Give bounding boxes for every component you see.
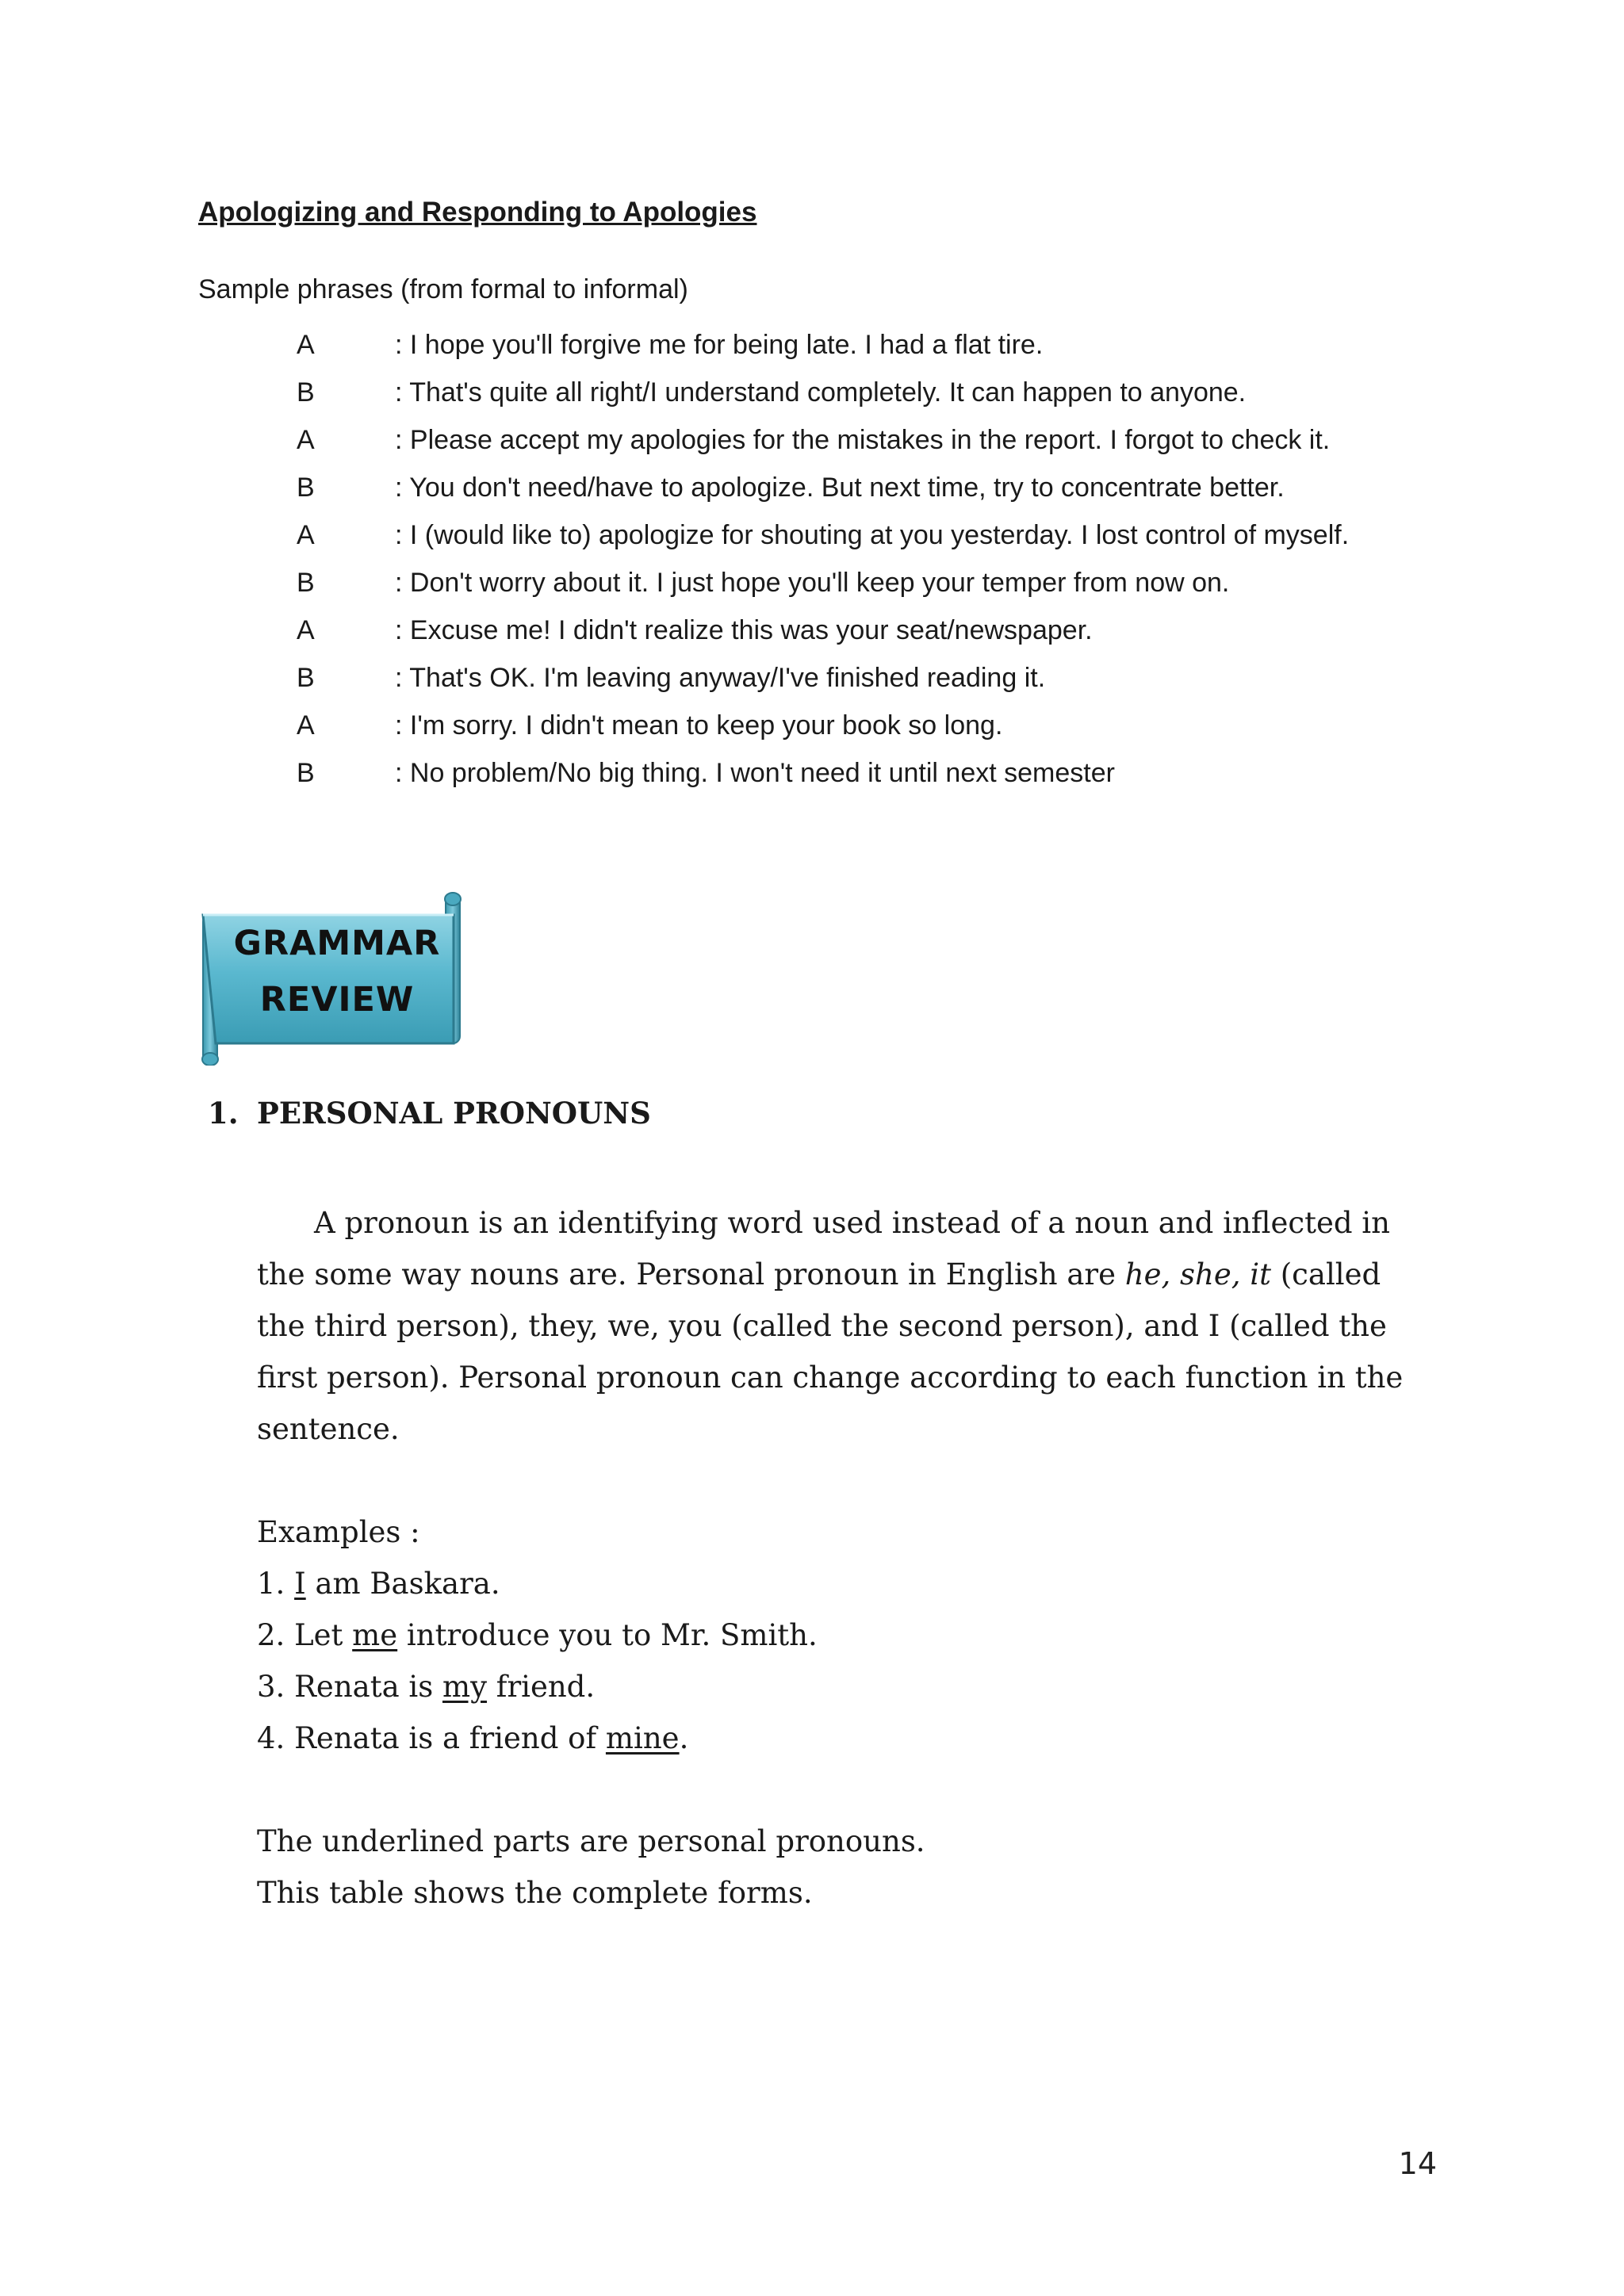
dialog-text: : That's OK. I'm leaving anyway/I've finished reading it.	[395, 663, 1046, 693]
banner-line-2: REVIEW	[259, 980, 415, 1020]
example-item: 4. Renata is a friend of mine.	[257, 1721, 689, 1755]
dialog-speaker: B	[297, 663, 315, 693]
example-item: 1. I am Baskara.	[257, 1567, 500, 1601]
dialog-text: : I (would like to) apologize for shouting at you yesterday. I lost control of myself.	[395, 520, 1350, 550]
section-heading-apologizing: Apologizing and Responding to Apologies	[198, 197, 757, 228]
dialog-speaker: A	[297, 710, 315, 740]
dialog-line	[0, 615, 1624, 663]
closing-line: This table shows the complete forms.	[257, 1876, 813, 1910]
banner-line-1: GRAMMAR	[233, 924, 441, 963]
dialog-line	[0, 425, 1624, 473]
example-item: 3. Renata is my friend.	[257, 1670, 596, 1704]
dialog-speaker: B	[297, 473, 315, 503]
dialog-text: : I hope you'll forgive me for being late. I had a flat tire.	[395, 330, 1044, 360]
dialog-text: : You don't need/have to apologize. But next time, try to concentrate better.	[395, 473, 1285, 503]
underlined-pronoun: me	[352, 1618, 398, 1652]
section-title: PERSONAL PRONOUNS	[257, 1096, 651, 1131]
dialog-text: : Excuse me! I didn't realize this was your seat/newspaper.	[395, 615, 1093, 645]
dialog-line	[0, 758, 1624, 806]
paragraph-text: (called the third person), they, we, you (called the second person), and I (called the first person). Personal pronoun can change according to each function in the sentence.	[257, 1257, 1404, 1446]
dialog-line	[0, 663, 1624, 710]
section-number: 1.	[208, 1096, 239, 1131]
body-text	[257, 1197, 1431, 1919]
grammar-review-label	[198, 916, 476, 1028]
dialog-speaker: B	[297, 568, 315, 598]
dialog-line	[0, 473, 1624, 520]
dialog-text: : No problem/No big thing. I won't need it until next semester	[395, 758, 1115, 788]
dialog-speaker: A	[297, 330, 315, 360]
dialog-text: : That's quite all right/I understand completely. It can happen to anyone.	[395, 377, 1247, 408]
dialog-speaker: A	[297, 425, 315, 455]
dialog-line	[0, 520, 1624, 568]
dialog-line	[0, 330, 1624, 377]
dialog-speaker: B	[297, 377, 315, 408]
dialog-text: : I'm sorry. I didn't mean to keep your book so long.	[395, 710, 1003, 740]
underlined-pronoun: mine	[605, 1721, 680, 1755]
dialog-line	[0, 710, 1624, 758]
dialog-speaker: A	[297, 615, 315, 645]
underlined-pronoun: I	[294, 1567, 306, 1601]
page-number: 14	[1398, 2146, 1437, 2181]
paragraph-text: A pronoun is an identifying word used instead of a noun and inflected in the some way nouns are. Personal pronoun in English are	[257, 1206, 1390, 1292]
dialog-line	[0, 377, 1624, 425]
example-item: 2. Let me introduce you to Mr. Smith.	[257, 1618, 818, 1652]
examples-label: Examples :	[257, 1515, 420, 1549]
dialog-text: : Don't worry about it. I just hope you'll keep your temper from now on.	[395, 568, 1230, 598]
dialog-text: : Please accept my apologies for the mistakes in the report. I forgot to check it.	[395, 425, 1331, 455]
paragraph-italic: he, she, it	[1124, 1257, 1271, 1292]
underlined-pronoun: my	[442, 1670, 487, 1704]
definition-paragraph	[257, 1197, 1431, 1455]
section-heading-personal-pronouns	[208, 1096, 651, 1131]
closing-line: The underlined parts are personal pronouns.	[257, 1824, 925, 1858]
dialog-speaker: A	[297, 520, 315, 550]
dialog-speaker: B	[297, 758, 315, 788]
sample-phrases-caption: Sample phrases (from formal to informal)	[198, 274, 688, 304]
dialog-list	[0, 330, 1624, 806]
dialog-line	[0, 568, 1624, 615]
